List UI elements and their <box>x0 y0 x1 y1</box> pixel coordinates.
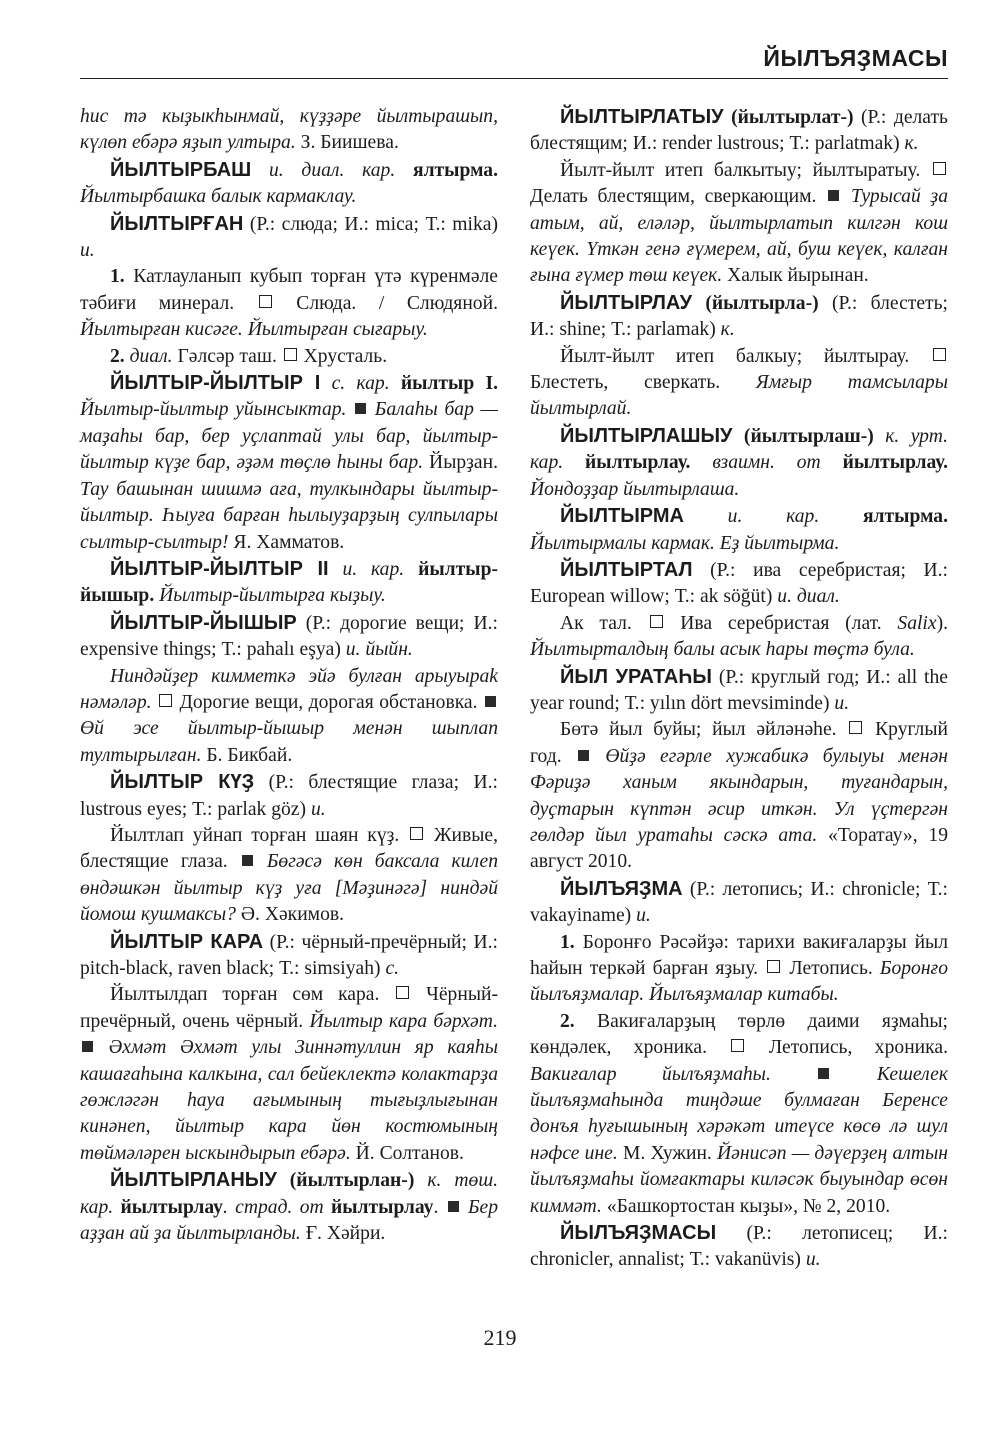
example-text: Ямғыр тамсылары йылтырлай. <box>530 372 949 420</box>
illustration-square-icon <box>828 190 839 201</box>
sense-definition <box>530 158 948 290</box>
grammar-label: и. диал. <box>777 586 840 608</box>
cross-reference: йылтырлау <box>323 1196 434 1218</box>
sense-number: 1. <box>560 931 575 953</box>
entry-yyltyrlanyu: ЙЫЛТЫРЛАНЫУ (йылтырлан-) к. төш. кар. йылтырлау. страд. от йылтырлау. Бер аҙҙан ай ҙа йылтырланды. Ғ. Хәйри. <box>80 1169 499 1245</box>
sense-2 <box>530 1009 948 1220</box>
entry-yyltyrghan <box>80 211 498 265</box>
illustration-square-icon <box>242 855 253 866</box>
russian-translation: ). <box>936 612 949 634</box>
headword: ЙЫЛТЫР-ЙЫШЫР <box>110 611 297 634</box>
headword: ЙЫЛ УРАТАҺЫ <box>560 665 713 688</box>
quotation-text: Бер аҙҙан ай ҙа йылтырланды. <box>80 1196 498 1245</box>
entry-yylyazma <box>530 876 948 930</box>
definition-text: Гәлсәр таш. <box>172 345 277 367</box>
entry-yyl-uratahy <box>530 664 948 718</box>
russian-translation: Летопись. <box>782 958 880 979</box>
headword: ЙЫЛЪЯҘМА <box>560 877 683 900</box>
author-text: З. Биишева. <box>295 132 399 154</box>
author-text: Й. Солтанов. <box>350 1142 464 1164</box>
russian-translation: Блестеть, сверкать. <box>530 372 756 394</box>
translation-header: (Р.: блестеть; И.: shine; Т.: parlamak) <box>530 292 948 341</box>
translation-square-icon <box>933 348 946 361</box>
translation-header: (Р.: чёрный-пречёрный; И.: pitch-black, raven black; Т.: simsiyah) <box>80 931 499 979</box>
grammar-label: . страд. от <box>222 1196 324 1218</box>
headword: ЙЫЛТЫР КҮҘ <box>110 771 255 794</box>
grammar-label: к. <box>720 319 735 341</box>
translation-header: (Р.: летописец; И.: chronicler, annalist; Т.: vakanüvis) <box>530 1223 948 1271</box>
sense-number: 1. <box>110 266 125 288</box>
sense-number: 2. <box>110 345 125 367</box>
russian-translation: Летопись, хроника. <box>746 1037 948 1059</box>
definition-text: Бөтә йыл буйы; йыл әйләнәһе. <box>560 719 837 741</box>
quotation-text: Өйҙә егәрле хужабикә булыуы менән Фәриҙә ханым якындарын, туғандарын, дуҫтарын күптән әсир иткән. Ул үҫтергән гөлдәр йыл уратаһы сәскә ата. <box>530 745 949 846</box>
cross-reference: йылтырлау. <box>563 452 691 474</box>
headword: ЙЫЛТЫР КАРА <box>110 930 264 953</box>
example-text: һис тә кыҙыкһынмай, күҙҙәре йылтырашып, күлөп ебәрә яҙып ултыра. <box>80 106 498 154</box>
quotation-text: Турысай ҙа атым, ай, еләләр, йылтырлатып килгән кош кеүек. Үткән генә ғүмерем, ай, буш кеүек, калған ғына ғүмер төш кеүек. <box>530 186 948 287</box>
grammar-label: и. <box>834 692 850 714</box>
translation-square-icon <box>849 721 862 734</box>
running-head-title: ЙЫЛЪЯҘМАСЫ <box>763 45 948 71</box>
translation-header: (Р.: блестящие глаза; И.: lustrous eyes; Т.: parlak göz) <box>80 772 499 820</box>
right-column <box>530 104 948 1274</box>
example-text: Йылтырмалы кармак. Еҙ йылтырма. <box>530 532 840 554</box>
headword: ЙЫЛТЫРБАШ <box>110 158 252 181</box>
author-text: Йырҙан. <box>423 452 498 474</box>
russian-translation: Живые, блестящие глаза. <box>80 824 498 873</box>
cross-reference: йылтырлау <box>113 1196 223 1218</box>
quotation-text: Әхмәт Әхмәт улы Зиннәтуллин яр каяһы кашағаһына калкына, сал бейеклектә колактарҙа гөжләгән һауа ағымының тығыҙлығынан кинәнеп, йылтыр кара йөн костюмының төймәләрен ыскындырып ебәрә. <box>80 1037 498 1164</box>
illustration-square-icon <box>82 1041 93 1052</box>
cross-reference: йылтыр I. <box>389 373 498 395</box>
russian-translation: Хрусталь. <box>298 345 388 367</box>
headword: ЙЫЛТЫРТАЛ <box>560 558 693 581</box>
headword: ЙЫЛТЫРЛАТЫУ <box>560 106 724 128</box>
illustration-square-icon <box>818 1068 829 1079</box>
author-text: Я. Хамматов. <box>228 531 345 553</box>
translation-square-icon <box>650 615 663 628</box>
russian-translation: Чёрный-пречёрный, очень чёрный. <box>80 984 498 1032</box>
author-text: Б. Бикбай. <box>201 744 293 766</box>
definition-text: Боронғо Рәсәйҙә: тарихи вакиғаларҙы йыл һайын теркәй барған яҙыу. <box>530 931 948 979</box>
russian-translation: Дорогие вещи, дорогая обстановка. <box>174 691 483 713</box>
translation-square-icon <box>767 960 780 973</box>
example-text: Йондоҙҙар йылтырлаша. <box>530 478 740 500</box>
definition-text: Ак тал. <box>560 612 632 634</box>
sense-number: 2. <box>560 1010 575 1032</box>
cross-reference: йылтырлау. <box>820 452 949 474</box>
grammar-label: и. диал. кар. <box>251 159 396 181</box>
latin-name: Salix <box>897 612 937 634</box>
sense-definition <box>80 982 498 1167</box>
sense-definition <box>530 611 948 664</box>
grammar-label: и. <box>636 905 651 927</box>
sense-1 <box>80 264 498 343</box>
translation-square-icon <box>259 295 272 308</box>
translation-square-icon <box>410 827 423 840</box>
example-text: Йылтырбашка балык кармаклау. <box>80 186 357 208</box>
verb-stem: (йылтырлан-) <box>276 1170 415 1192</box>
entry-yyltyr-yyltyr-1 <box>80 370 498 556</box>
example-text: Боронғо йылъяҙмалар. Йылъяҙмалар китабы. <box>530 958 948 1006</box>
translation-square-icon <box>731 1039 744 1052</box>
headword: ЙЫЛЪЯҘМАСЫ <box>560 1222 717 1245</box>
headword: ЙЫЛТЫРЛАНЫУ <box>110 1169 277 1192</box>
verb-stem: (йылтырлат-) <box>723 107 854 128</box>
quotation-text: Тау башынан шишмә аға, тулкындары йылтыр-йылтыр. Һыуға барған һылыуҙарҙың сулпылары сылтыр-сылтыр! <box>80 478 498 553</box>
entry-yyltyr-yyltyr-2 <box>80 556 498 610</box>
quotation-text: Балаһы бар — маҙаһы бар, бер уҫлаптай улы бар, йылтыр-йылтыр күҙе бар, әҙәм төҫлө һыны бар. <box>80 399 498 474</box>
usage-label: диал. <box>124 345 173 367</box>
russian-translation: Ива серебристая (лат. <box>664 612 898 634</box>
quotation-text: Йәнисәп — дәүерҙең алтын йылъяҙмаһы йомғактары киләсәк быуындар өсөн киммәт. <box>530 1142 948 1217</box>
translation-header: (Р.: летопись; И.: chronicle; Т.: vakayiname) <box>530 878 948 927</box>
entry-yyltyrbash <box>80 157 498 211</box>
illustration-square-icon <box>578 750 589 761</box>
translation-header: (Р.: делать блестящим; И.: render lustrous; Т.: parlatmak) <box>530 107 948 155</box>
cross-reference: ялтырма. <box>395 159 498 181</box>
author-text: М. Хужин. <box>617 1142 718 1164</box>
translation-square-icon <box>284 348 297 361</box>
quotation-text: Кешелек йылъяҙмаһында тиңдәше булмаған Беренсе донъя һуғышының хәрәкәт итеүсе көсө лә шул нәфсе ине. <box>530 1063 948 1164</box>
entry-yyltyrtal <box>530 557 948 611</box>
grammar-label: к. төш. кар. <box>80 1170 499 1218</box>
entry-yyltyrlashyu <box>530 423 948 503</box>
quotation-text: Бөгәсә көн баксала килеп өндәшкән йылтыр күҙ уға [Мәҙинәгә] ниндәй йомош кушмаксы? <box>80 851 498 926</box>
entry-continuation <box>80 104 498 157</box>
example-text: Вакиғалар йылъяҙмаһы. <box>530 1063 771 1085</box>
grammar-label: и. <box>310 798 326 820</box>
grammar-label: и. кар. <box>328 558 405 580</box>
example-text: Йылтырталдың балы асык һары төҫтә була. <box>530 639 915 661</box>
translation-header: (Р.: круглый год; И.: all the year round; Т.: yılın dört mevsiminde) <box>530 666 948 714</box>
definition-text: Йылтлап уйнап торған шаян күҙ. <box>110 824 400 846</box>
translation-header: (Р.: ива серебристая; И.: European willow; Т.: ak söğüt) <box>530 559 948 608</box>
grammar-label: и. <box>805 1249 821 1271</box>
definition-text: Вакиғаларҙың төрлө даими яҙмаһы; көндәлек, хроника. <box>530 1010 948 1059</box>
author-text: «Торатау», 19 август 2010. <box>530 824 948 873</box>
sense-2 <box>80 344 498 370</box>
definition-text: Катлауланып кубып торған үтә күренмәле тәбиғи минерал. <box>80 266 498 314</box>
example-text: Йылтыр-йылтырға кыҙыу. <box>154 585 386 607</box>
definition-text: Ниндәйҙер кимметкә эйә булған арыуыраk нәмәләр. <box>80 665 498 713</box>
sense-definition <box>530 344 948 423</box>
grammar-label: к. <box>904 133 919 155</box>
sense-definition <box>80 664 498 770</box>
russian-translation: Круглый год. <box>530 719 948 767</box>
grammar-label: и. кар. <box>683 506 820 528</box>
grammar-label: с. кар. <box>320 373 390 395</box>
entry-yyltyrlau <box>530 290 948 344</box>
example-text: Йылтыр-йылтыр уйынсыктар. <box>80 399 347 421</box>
definition-text: Йылтылдап торған сөм кара. <box>110 984 380 1006</box>
translation-square-icon <box>396 986 409 999</box>
entry-yyltyrlatyu <box>530 104 948 158</box>
example-text: Йылтырған кисәге. Йылтырған сығарыу. <box>80 319 428 341</box>
headword: ЙЫЛТЫРЛАУ <box>560 291 693 314</box>
headword: ЙЫЛТЫРМА <box>560 505 684 528</box>
illustration-square-icon <box>355 403 366 414</box>
verb-stem: (йылтырла-) <box>692 292 819 314</box>
translation-square-icon <box>159 694 172 707</box>
entry-yylyazmasy <box>530 1220 948 1274</box>
example-text: Йылтыр кара бәрхәт. <box>309 1010 499 1032</box>
grammar-label: к. урт. кар. <box>530 425 948 474</box>
headword: ЙЫЛТЫР-ЙЫЛТЫР I <box>110 372 321 395</box>
grammar-label: и. йыйн. <box>345 639 413 661</box>
grammar-label: и. <box>80 240 95 262</box>
headword: ЙЫЛТЫРҒАН <box>110 212 244 235</box>
translation-header: (Р.: слюда; И.: mica; Т.: mika) <box>243 213 498 235</box>
running-head <box>80 38 948 79</box>
cross-reference: йылтыр-йышыр. <box>80 558 498 607</box>
illustration-square-icon <box>485 696 496 707</box>
illustration-square-icon <box>448 1201 459 1212</box>
sense-definition <box>530 717 948 875</box>
grammar-label: взаимн. от <box>690 452 821 474</box>
russian-translation: Слюда. / Слюдяной. <box>273 292 498 314</box>
verb-stem: (йылтырлаш-) <box>732 425 874 447</box>
definition-text: Йылт-йылт итеп балкыу; йылтырау. <box>560 345 910 367</box>
entry-yyltyr-kara <box>80 929 498 983</box>
headword: ЙЫЛТЫРЛАШЫУ <box>560 424 733 447</box>
entry-yyltyr-kuz <box>80 769 498 823</box>
translation-square-icon <box>933 162 946 175</box>
sense-1 <box>530 930 948 1009</box>
grammar-label: с. <box>385 958 400 979</box>
page-number: 219 <box>483 1325 517 1350</box>
definition-text: Йылт-йылт итеп балкытыу; йылтыратыу. <box>560 159 921 181</box>
russian-translation: Делать блестящим, сверкающим. <box>530 186 827 208</box>
author-text: «Башкортостан кыҙы», № 2, 2010. <box>601 1195 891 1217</box>
author-text: Халык йырынан. <box>722 265 869 287</box>
entry-yyltyrma <box>530 503 948 557</box>
quotation-text: Өй эсе йылтыр-йышыр менән шыплап тултырылған. <box>80 718 498 766</box>
left-column <box>80 104 498 1247</box>
cross-reference: ялтырма. <box>819 506 948 528</box>
author-text: Ғ. Хәйри. <box>300 1223 386 1245</box>
translation-header: (Р.: дорогие вещи; И.: expensive things; Т.: pahalı eşya) <box>80 612 498 661</box>
author-text: Ә. Хәкимов. <box>235 904 345 926</box>
headword: ЙЫЛТЫР-ЙЫЛТЫР II <box>110 557 329 580</box>
entry-yyltyr-yyshyr <box>80 610 498 664</box>
sense-definition <box>80 823 498 929</box>
